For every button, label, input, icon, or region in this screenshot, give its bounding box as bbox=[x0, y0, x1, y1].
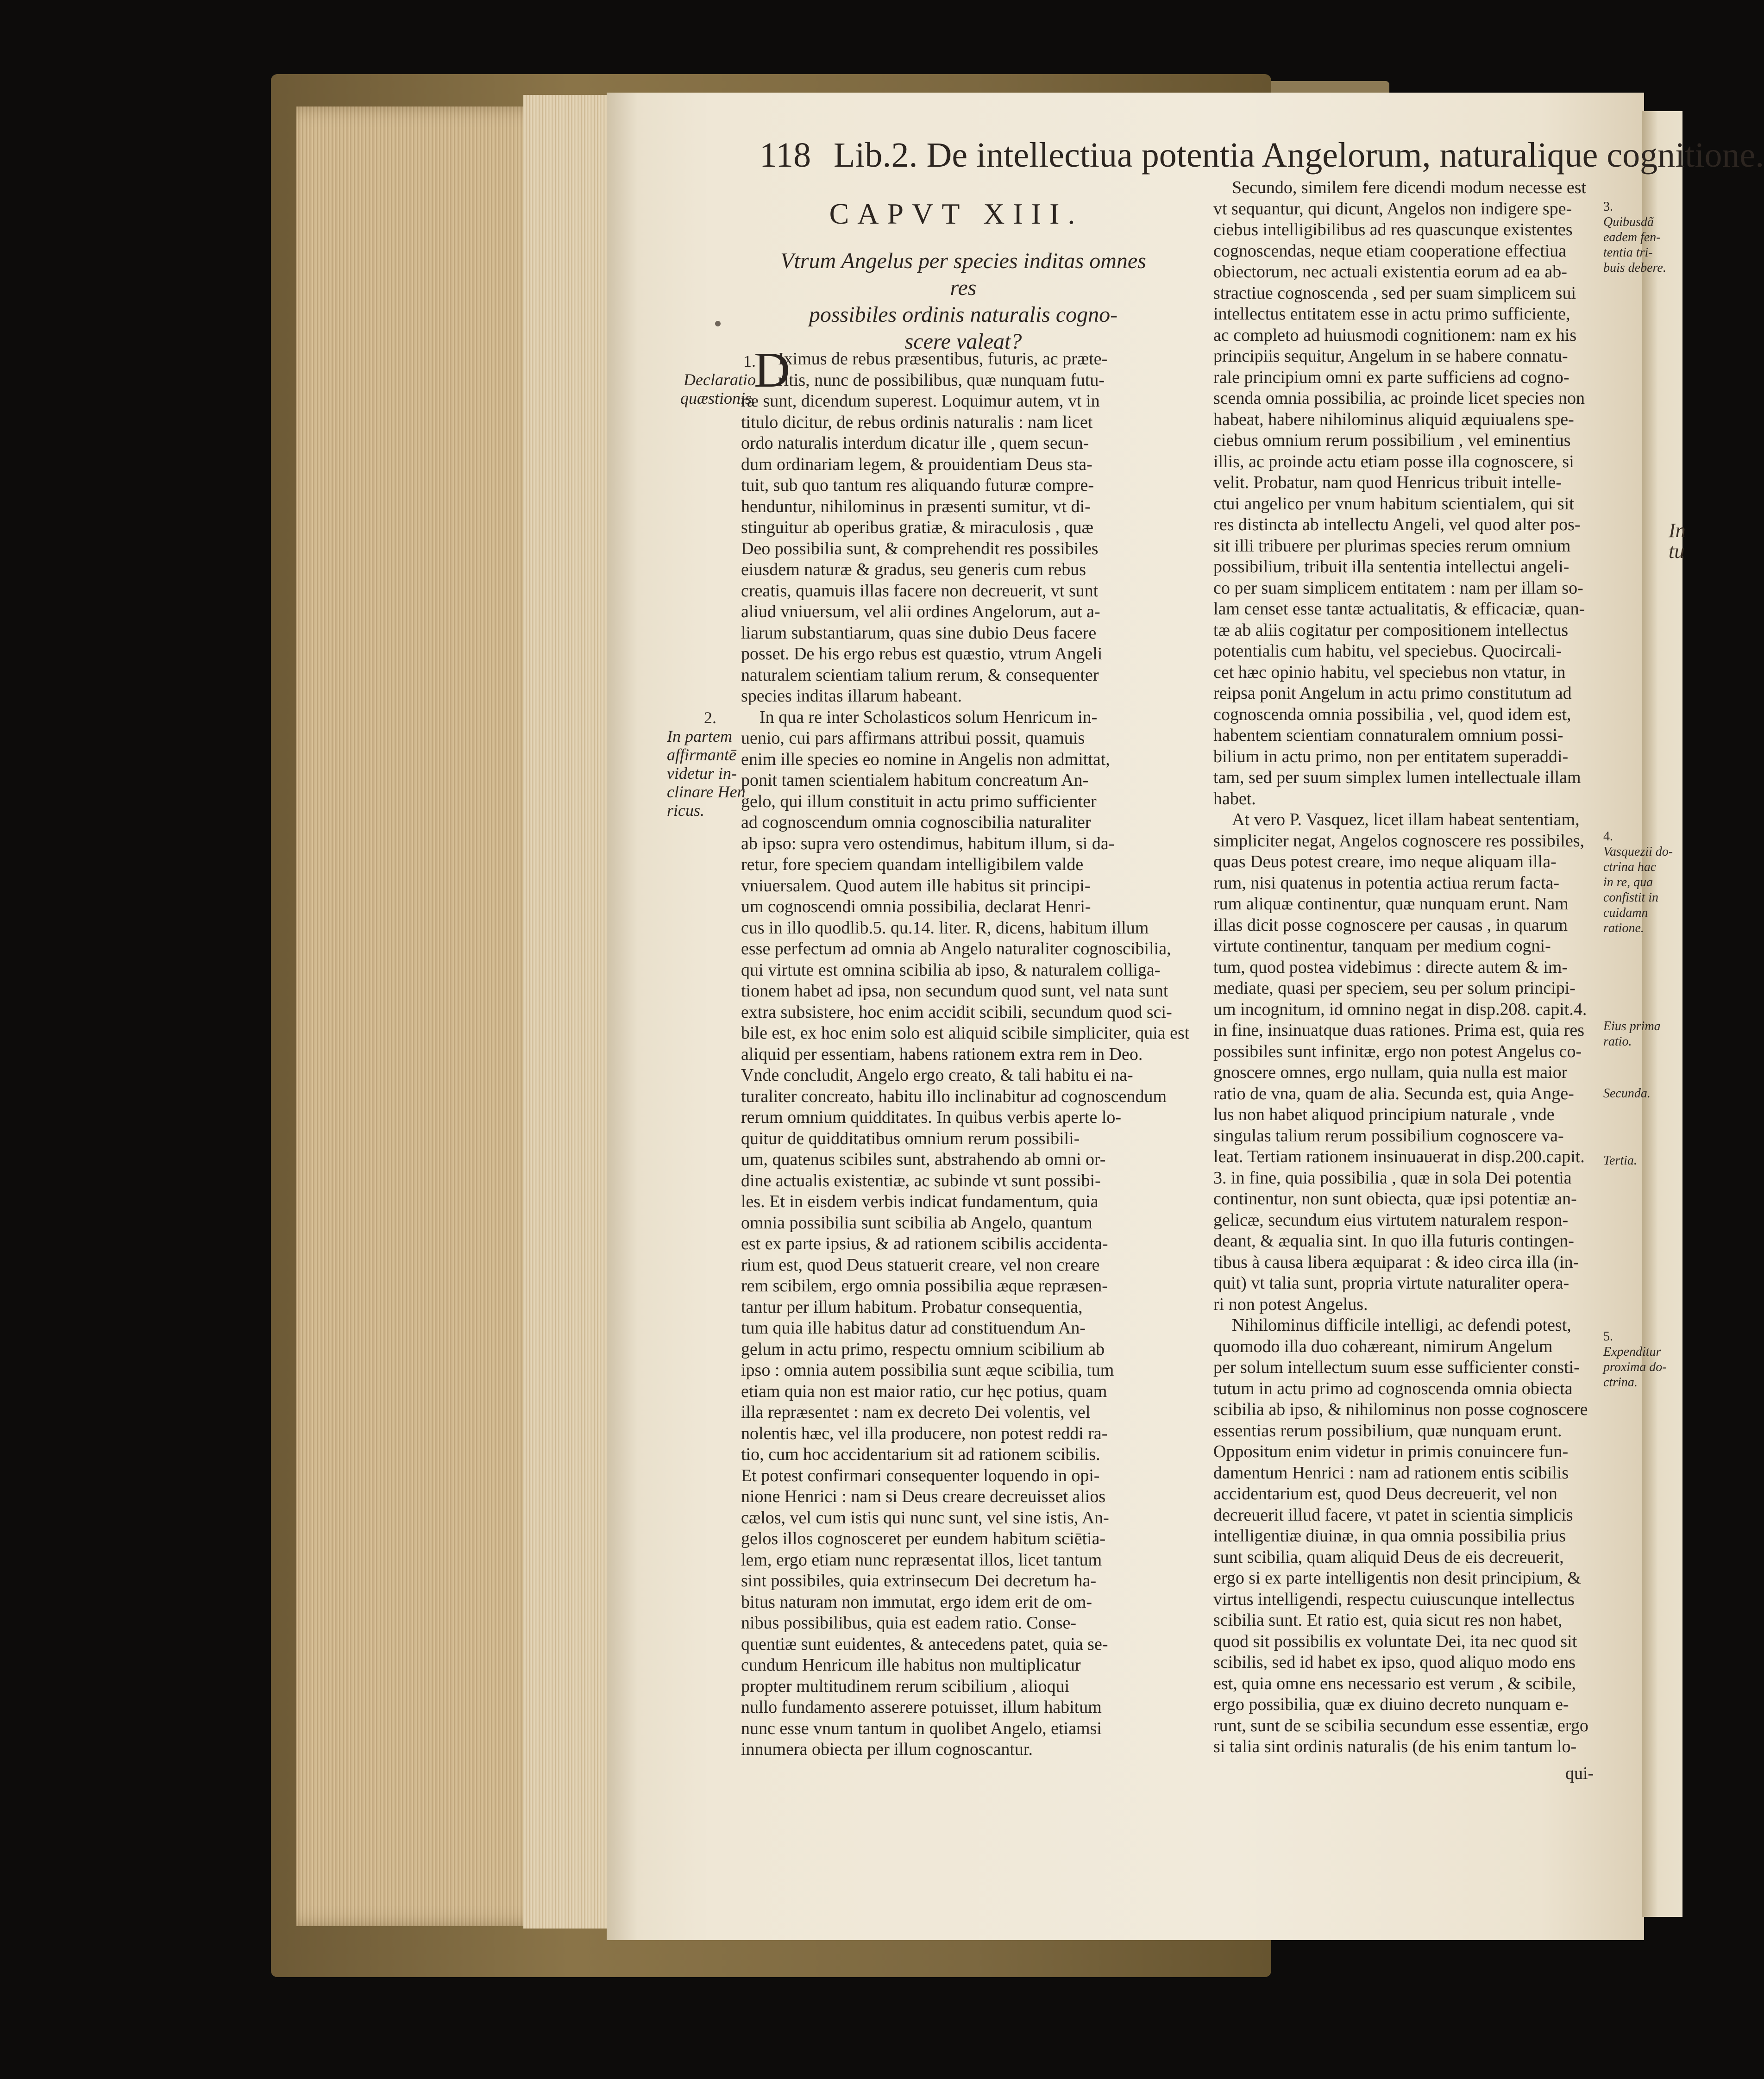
text-line: Vnde concludit, Angelo ergo creato, & tali habitu ei na- bbox=[741, 1065, 1133, 1085]
text-line: quentiæ sunt euidentes, & antecedens patet, quia se- bbox=[741, 1634, 1108, 1654]
text-line: mediate, quasi per speciem, seu per solum principi- bbox=[1213, 978, 1576, 998]
text-line: creatis, quamuis illas facere non decreuerit, vt sunt bbox=[741, 581, 1099, 601]
text-line: posset. De his ergo rebus est quæstio, vtrum Angeli bbox=[741, 644, 1103, 664]
text-line: runt, sunt de se scibilia secundum esse essentiæ, ergo bbox=[1213, 1716, 1588, 1735]
text-line: ctui angelico per vnum habitum scientialem, qui sit bbox=[1213, 494, 1574, 513]
text-line: extra subsistere, hoc enim accidit scibili, secundum quod sci- bbox=[741, 1002, 1172, 1022]
text-line: tum quia ille habitus datur ad constituendum An- bbox=[741, 1318, 1086, 1338]
text-line: Secundo, similem fere dicendi modum necesse est bbox=[1232, 178, 1587, 197]
text-line: um, quatenus scibiles sunt, abstrahendo ab omni or- bbox=[741, 1150, 1106, 1169]
text-line: rium est, quod Deus statuerit creare, vel non creare bbox=[741, 1255, 1100, 1275]
text-line: um cognoscendi omnia possibilia, declarat Henri- bbox=[741, 897, 1091, 916]
text-line: lem, ergo etiam nunc repræsentat illos, licet tantum bbox=[741, 1550, 1102, 1570]
text-line: bitus naturam non immutat, ergo idem erit de om- bbox=[741, 1592, 1092, 1612]
text-line: gelos illos cognosceret per eundem habitum sciētia- bbox=[741, 1529, 1106, 1548]
text-line: les. Et in eisdem verbis indicat fundamentum, quia bbox=[741, 1192, 1099, 1211]
margin-note-5 bbox=[1603, 1329, 1667, 1390]
page-number: 118 bbox=[760, 136, 811, 175]
margin-note-line: quæstionis. bbox=[680, 389, 756, 407]
question-line: scere valeat? bbox=[904, 329, 1022, 354]
margin-note-line: ctrina hac bbox=[1603, 860, 1657, 874]
text-line: cognoscenda omnia possibilia , vel, quod idem est, bbox=[1213, 704, 1571, 724]
margin-note-line: Vasquezii do- bbox=[1603, 845, 1673, 859]
catchword: qui- bbox=[1565, 1764, 1594, 1783]
text-line: tutum in actu primo ad cognoscenda omnia obiecta bbox=[1213, 1378, 1573, 1398]
text-line: vniuersalem. Quod autem ille habitus sit principi- bbox=[741, 876, 1091, 895]
text-line: lam censet esse tantæ actualitatis, & efficaciæ, quan- bbox=[1213, 599, 1585, 619]
text-line: lus non habet aliquod principium naturale , vnde bbox=[1213, 1105, 1555, 1124]
text-line: illis, ac proinde actu etiam posse illa cognoscere, si bbox=[1213, 451, 1574, 471]
text-line: damentum Henrici : nam ad rationem entis scibilis bbox=[1213, 1463, 1569, 1483]
text-line: reipsa ponit Angelum in actu primo constitutum ad bbox=[1213, 683, 1572, 703]
text-line: bilium in actu primo, non per entitatem superaddi- bbox=[1213, 746, 1569, 766]
text-line: aliud vniuersum, vel alii ordines Angelorum, aut a- bbox=[741, 602, 1100, 621]
margin-note-line: videtur in- bbox=[667, 764, 737, 783]
text-line: scibilia ab ipso, & nihilominus non posse cognoscere bbox=[1213, 1400, 1588, 1419]
text-line: uenio, cui pars affirmans attribui possit, quamuis bbox=[741, 728, 1085, 748]
text-line: gelo, qui illum constituit in actu primo sufficienter bbox=[741, 791, 1097, 811]
margin-note-line: Eius prima bbox=[1603, 1019, 1661, 1033]
margin-note-number: 5. bbox=[1603, 1329, 1613, 1344]
text-line: naturalem scientiam talium rerum, & consequenter bbox=[741, 665, 1099, 685]
text-line: rerum omnium quidditates. In quibus verbis aperte lo- bbox=[741, 1108, 1122, 1127]
text-line: est, quia omne ens necessario est verum , & scibile, bbox=[1213, 1673, 1576, 1693]
left-text-column bbox=[741, 349, 1190, 1760]
text-line: principiis sequitur, Angelum in se habere connatu- bbox=[1213, 346, 1568, 366]
text-line: ri non potest Angelus. bbox=[1213, 1294, 1368, 1314]
text-line: retur, fore speciem quandam intelligibilem valde bbox=[741, 855, 1084, 874]
text-line: ac completo ad huiusmodi cognitionem: nam ex his bbox=[1213, 325, 1577, 345]
margin-note-line: ratio. bbox=[1603, 1034, 1632, 1049]
text-line: vt sequantur, qui dicunt, Angelos non indigere spe- bbox=[1213, 199, 1572, 219]
text-line: etiam quia non est maior ratio, cur hęc potius, quam bbox=[741, 1381, 1107, 1401]
margin-note-line: Declaratio bbox=[684, 370, 756, 389]
text-line: ciebus intelligibilibus ad res quascunque existentes bbox=[1213, 220, 1573, 239]
text-line: tæ ab aliis cogitatur per compositionem intellectus bbox=[1213, 620, 1569, 640]
text-line: leat. Tertiam rationem insinuauerat in disp.200.capit. bbox=[1213, 1147, 1585, 1166]
text-line: si talia sint ordinis naturalis (de his enim tantum lo- bbox=[1213, 1737, 1577, 1756]
text-line: intellectus entitatem esse in actu primo sufficiente, bbox=[1213, 304, 1570, 324]
text-line: eiusdem naturæ & gradus, seu generis cum rebus bbox=[741, 560, 1086, 579]
text-line: accidentarium est, quod Deus decreuerit, vel non bbox=[1213, 1484, 1557, 1503]
text-line: possibiles sunt infinitæ, ergo non potest Angelus co- bbox=[1213, 1041, 1582, 1061]
text-line: ab ipso: supra vero ostendimus, habitum illum, si da- bbox=[741, 833, 1115, 853]
text-line: esse perfectum ad omnia ab Angelo naturaliter cognoscibilia, bbox=[741, 939, 1171, 958]
margin-note-line: proxima do- bbox=[1603, 1360, 1667, 1374]
margin-note-line: confistit in bbox=[1603, 890, 1658, 905]
text-line: virtus intelligendi, respectu cuiuscunque intellectus bbox=[1213, 1589, 1575, 1609]
text-line: cundum Henricum ille habitus non multiplicatur bbox=[741, 1655, 1081, 1675]
text-line: sit illi tribuere per plurimas species rerum omnium bbox=[1213, 536, 1571, 556]
text-line: per solum intellectum suum esse sufficienter consti- bbox=[1213, 1358, 1580, 1377]
text-line: nullo fundamento asserere potuisset, illum habitum bbox=[741, 1697, 1102, 1717]
text-line: At vero P. Vasquez, licet illam habeat sententiam, bbox=[1232, 810, 1580, 829]
text-line: scibilia sunt. Et ratio est, quia sicut res non habet, bbox=[1213, 1610, 1563, 1630]
margin-note-3 bbox=[1603, 199, 1666, 276]
text-line: scibilis, sed id habet ex ipso, quod aliquo modo ens bbox=[1213, 1653, 1576, 1672]
text-line: cus in illo quodlib.5. qu.14. liter. R, dicens, habitum illum bbox=[741, 918, 1149, 938]
margin-note-line: Secunda. bbox=[1603, 1086, 1651, 1101]
text-line: Iximus de rebus præsentibus, futuris, ac præte- bbox=[778, 349, 1108, 369]
text-line: ritis, nunc de possibilibus, quæ nunquam futu- bbox=[778, 370, 1105, 390]
margin-note-line: eadem fen- bbox=[1603, 230, 1661, 244]
text-line: stractiue cognoscenda , sed per suam simplicem sui bbox=[1213, 283, 1576, 303]
text-line: est ex parte ipsius, & ad rationem scibilis accidenta- bbox=[741, 1234, 1108, 1253]
text-line: habet. bbox=[1213, 789, 1256, 808]
text-line: nolentis hæc, vel illa producere, non potest reddi ra- bbox=[741, 1423, 1108, 1443]
text-line: quod sit possibilis ex voluntate Dei, ita nec quod sit bbox=[1213, 1631, 1577, 1651]
text-line: omnia possibilia sunt scibilia ab Angelo, quantum bbox=[741, 1213, 1092, 1233]
margin-note-number: 2. bbox=[704, 708, 716, 727]
text-line: cet hæc opinio habitu, vel speciebus non vtatur, in bbox=[1213, 662, 1566, 682]
text-line: cognoscendas, neque etiam cooperatione effectiua bbox=[1213, 241, 1567, 261]
text-line: dum ordinariam legem, & prouidentiam Deus sta- bbox=[741, 454, 1092, 474]
text-line: rem scibilem, ergo omnia possibilia æque repræsen- bbox=[741, 1276, 1108, 1296]
facing-page-fragment: tu bbox=[1669, 540, 1685, 563]
text-line: tionem habet ad ipsa, non secundum quod sunt, vel nata sunt bbox=[741, 981, 1168, 1001]
text-line: turaliter concreato, habitu illo inclinabitur ad cognoscendum bbox=[741, 1086, 1167, 1106]
question-line: possibiles ordinis naturalis cogno- bbox=[809, 302, 1118, 327]
text-line: Oppositum enim videtur in primis conuincere fun- bbox=[1213, 1442, 1569, 1461]
text-line: ipso : omnia autem possibilia sunt æque scibilia, tum bbox=[741, 1360, 1114, 1380]
text-line: rum aliquæ continentur, quæ nunquam erunt. Nam bbox=[1213, 894, 1569, 914]
text-line: cælos, vel cum istis qui nunc sunt, vel sine istis, An- bbox=[741, 1508, 1109, 1528]
text-line: tum, quod postea videbimus : directe autem & im- bbox=[1213, 957, 1568, 977]
margin-note-secunda bbox=[1603, 1086, 1651, 1101]
text-line: um incognitum, id omnino negat in disp.208. capit.4. bbox=[1213, 999, 1587, 1019]
text-line: innumera obiecta per illum cognoscantur. bbox=[741, 1740, 1033, 1759]
text-line: illa repræsentet : nam ex decreto Dei volentis, vel bbox=[741, 1403, 1091, 1422]
text-line: habentem scientiam connaturalem omnium possi- bbox=[1213, 726, 1563, 745]
margin-note-line: Quibusdã bbox=[1603, 215, 1654, 229]
margin-note-line: Expenditur bbox=[1603, 1345, 1661, 1359]
page-stack-edge bbox=[523, 95, 607, 1929]
text-line: ordo naturalis interdum dicatur ille , quem secun- bbox=[741, 433, 1089, 453]
text-line: habeat, habere nihilominus aliquid æquiualens spe- bbox=[1213, 409, 1574, 429]
facing-page-fragment: In bbox=[1669, 519, 1686, 542]
margin-note-tertia bbox=[1603, 1153, 1637, 1168]
text-line: singulas talium rerum possibilium cognoscere va- bbox=[1213, 1126, 1564, 1146]
text-line: in fine, insinuatque duas rationes. Prima est, quia res bbox=[1213, 1021, 1584, 1040]
text-line: obiectorum, nec actuali existentia eorum ad ea ab- bbox=[1213, 262, 1567, 282]
text-line: decreuerit illud facere, vt patet in scientia simplicis bbox=[1213, 1505, 1573, 1525]
text-line: nunc esse vnum tantum in quolibet Angelo, etiamsi bbox=[741, 1718, 1102, 1738]
drop-capital: D bbox=[754, 343, 790, 398]
text-line: possibilium, tribuit illa sententia intellectui angeli- bbox=[1213, 557, 1569, 576]
margin-note-line: buis debere. bbox=[1603, 261, 1666, 275]
text-line: ergo si ex parte intelligentis non desit principium, & bbox=[1213, 1568, 1581, 1588]
text-line: ciebus omnium rerum possibilium , vel eminentius bbox=[1213, 431, 1571, 450]
text-line: intelligentiæ diuinæ, in qua omnia possibilia prius bbox=[1213, 1526, 1566, 1546]
margin-note-number: 3. bbox=[1603, 200, 1613, 214]
right-text-column bbox=[1213, 177, 1602, 1758]
margin-note-line: cuidamn bbox=[1603, 906, 1648, 920]
text-line: nione Henrici : nam si Deus creare decreuisset alios bbox=[741, 1487, 1106, 1506]
text-line: henduntur, nihilominus in præsenti sumitur, vt di- bbox=[741, 496, 1091, 516]
chapter-title: CAPVT XIII. bbox=[829, 197, 1084, 230]
text-line: Nihilominus difficile intelligi, ac defendi potest, bbox=[1232, 1315, 1571, 1335]
text-line: quomodo illa duo cohæreant, nimirum Angelum bbox=[1213, 1336, 1553, 1356]
text-line: titulo dicitur, de rebus ordinis naturalis : nam licet bbox=[741, 412, 1093, 432]
text-line: quit) vt talia sunt, propria virtute naturaliter opera- bbox=[1213, 1273, 1569, 1293]
text-line: scenda omnia possibilia, ac proinde licet species non bbox=[1213, 388, 1585, 408]
margin-note-line: tentia tri- bbox=[1603, 245, 1653, 260]
margin-note-line: clinare Hen bbox=[667, 783, 746, 801]
text-line: illas dicit posse cognoscere per causas , in quarum bbox=[1213, 915, 1568, 935]
text-line: liarum substantiarum, quas sine dubio Deus facere bbox=[741, 623, 1097, 643]
text-line: tuit, sub quo tantum res aliquando futuræ compre- bbox=[741, 476, 1094, 495]
text-line: Deo possibilia sunt, & comprehendit res possibiles bbox=[741, 539, 1099, 558]
text-line: virtute continentur, tanquam per medium cogni- bbox=[1213, 936, 1551, 956]
text-line: simpliciter negat, Angelos cognoscere res possibiles, bbox=[1213, 831, 1584, 851]
text-line: velit. Probatur, nam quod Henricus tribuit intelle- bbox=[1213, 473, 1562, 492]
text-line: bile est, ex hoc enim solo est aliquid scibile simpliciter, quia est bbox=[741, 1023, 1190, 1043]
text-line: species inditas illarum habeant. bbox=[741, 686, 962, 706]
margin-note-2 bbox=[667, 708, 750, 820]
margin-note-line: affirmantē bbox=[667, 745, 736, 764]
text-line: ræ sunt, dicendum superest. Loquimur autem, vt in bbox=[741, 391, 1100, 411]
text-line: essentias rerum possibilium, quæ nunquam erunt. bbox=[1213, 1421, 1562, 1440]
chapter-question bbox=[778, 248, 1149, 355]
text-line: aliquid per essentiam, habens rationem extra rem in Deo. bbox=[741, 1044, 1143, 1064]
text-line: potentialis cum habitu, vel speciebus. Quocircali- bbox=[1213, 641, 1562, 661]
text-line: ad cognoscendum omnia cognoscibilia naturaliter bbox=[741, 813, 1091, 832]
running-title: Lib.2. De intellectiua potentia Angelorum, naturalique cognitione. bbox=[834, 136, 1764, 175]
text-line: gelum in actu primo, respectu omnium scibilium ab bbox=[741, 1339, 1105, 1359]
margin-note-number: 4. bbox=[1603, 829, 1613, 844]
text-line: Et potest confirmari consequenter loquendo in opi- bbox=[741, 1465, 1100, 1485]
text-line: gelicæ, secundum eius virtutem naturalem respon- bbox=[1213, 1210, 1569, 1230]
margin-note-line: Tertia. bbox=[1603, 1153, 1637, 1168]
text-line: continentur, non sunt obiecta, quæ ipsi potentiæ an- bbox=[1213, 1189, 1577, 1209]
margin-note-prima bbox=[1603, 1019, 1661, 1049]
text-line: tibus à causa libera æquiparat : & ideo circa illa (in- bbox=[1213, 1252, 1579, 1272]
facing-page-edge bbox=[1642, 111, 1686, 1917]
text-line: ratio de vna, quam de alia. Secunda est, quia Ange- bbox=[1213, 1083, 1574, 1103]
text-line: res distincta ab intellectu Angeli, vel quod alter pos- bbox=[1213, 515, 1581, 534]
text-line: In qua re inter Scholasticos solum Henricum in- bbox=[760, 707, 1098, 727]
margin-note-line: ricus. bbox=[667, 801, 704, 820]
margin-note-4 bbox=[1603, 829, 1673, 936]
text-line: enim ille species eo nomine in Angelis non admittat, bbox=[741, 749, 1110, 769]
text-line: co per suam simplicem entitatem : nam per illam so- bbox=[1213, 578, 1583, 598]
text-line: qui virtute est omnina scibilia ab ipso, & naturalem colliga- bbox=[741, 960, 1161, 980]
text-line: dine actualis existentiæ, ac subinde vt sunt possibi- bbox=[741, 1171, 1101, 1190]
text-line: stinguitur ab operibus gratiæ, & miraculosis , quæ bbox=[741, 518, 1093, 537]
margin-note-line: ctrina. bbox=[1603, 1375, 1638, 1390]
text-line: ergo possibilia, quæ ex diuino decreto nunquam e- bbox=[1213, 1695, 1569, 1714]
text-line: 3. in fine, quia possibilia , quæ in sola Dei potentia bbox=[1213, 1168, 1572, 1188]
text-line: deant, & æqualia sint. In quo illa futuris contingen- bbox=[1213, 1231, 1574, 1251]
text-line: sint possibiles, quia extrinsecum Dei decretum ha- bbox=[741, 1571, 1097, 1591]
text-line: propter multitudinem rerum scibilium , alioqui bbox=[741, 1676, 1070, 1696]
text-line: rale principium omni ex parte sufficiens ad cogno- bbox=[1213, 367, 1569, 387]
text-line: rum, nisi quatenus in potentia actiua rerum facta- bbox=[1213, 873, 1560, 893]
text-line: quas Deus potest creare, imo neque aliquam illa- bbox=[1213, 852, 1557, 871]
text-line: nibus possibilibus, quia est eadem ratio. Conse- bbox=[741, 1613, 1077, 1633]
text-line: ponit tamen scientialem habitum concreatum An- bbox=[741, 770, 1089, 790]
text-line: tam, sed per suum simplex lumen intellectuale illam bbox=[1213, 768, 1581, 787]
margin-note-number: 1. bbox=[743, 352, 756, 370]
text-line: tantur per illum habitum. Probatur consequentia, bbox=[741, 1297, 1083, 1317]
text-line: quitur de quidditatibus omnium rerum possibili- bbox=[741, 1128, 1080, 1148]
ink-dot bbox=[715, 321, 721, 326]
margin-note-line: in re, qua bbox=[1603, 875, 1653, 889]
text-line: tio, cum hoc accidentarium sit ad rationem scibilis. bbox=[741, 1445, 1100, 1464]
margin-note-line: ratione. bbox=[1603, 921, 1644, 935]
margin-note-line: In partem bbox=[667, 727, 732, 745]
question-line: Vtrum Angelus per species inditas omnes res bbox=[780, 249, 1146, 300]
text-line: gnoscere omnes, ergo nullam, quia nulla est maior bbox=[1213, 1063, 1568, 1082]
text-line: sunt scibilia, quam aliquid Deus de eis decreuerit, bbox=[1213, 1547, 1564, 1567]
